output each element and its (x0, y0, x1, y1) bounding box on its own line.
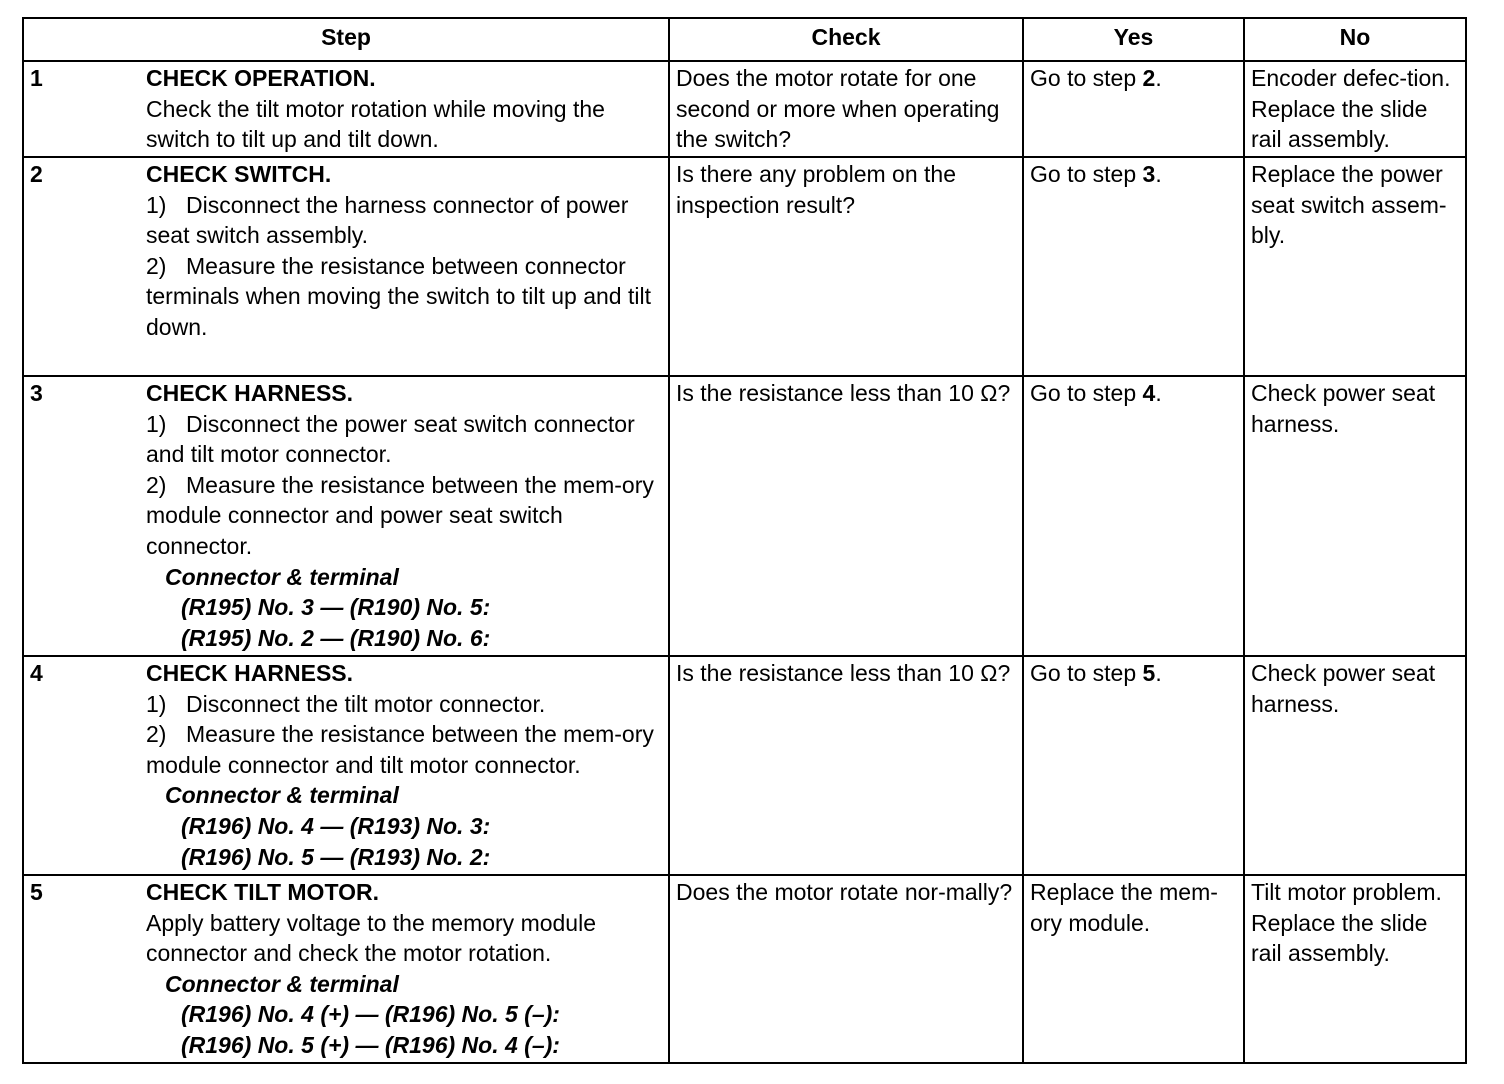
no-cell: Check power seat harness. (1244, 376, 1466, 656)
substep (146, 409, 664, 470)
yes-suffix: . (1155, 65, 1162, 91)
no-cell: Replace the power seat switch assem-bly. (1244, 157, 1466, 376)
yes-step: 2 (1142, 65, 1156, 91)
substep-text: Measure the resistance between the mem-ory module connector and tilt motor connector. (146, 721, 654, 778)
header-yes: Yes (1023, 18, 1244, 61)
substep (146, 190, 664, 251)
yes-cell: Replace the mem-ory module. (1023, 875, 1244, 1063)
table-row (23, 157, 1466, 376)
terminal-pair: (R195) No. 3 — (R190) No. 5: (181, 594, 491, 621)
step-number: 4 (30, 660, 43, 686)
table-row (23, 376, 1466, 656)
substep-number: 2) (146, 721, 167, 748)
connector-terminal-label: Connector & terminal (165, 782, 399, 809)
check-cell: Is there any problem on the inspection result? (669, 157, 1023, 376)
substep (146, 689, 664, 720)
step-cell (23, 61, 669, 157)
yes-step: 4 (1142, 380, 1156, 406)
substep-text: Disconnect the harness connector of power seat switch assembly. (146, 191, 629, 249)
step-title: CHECK HARNESS. (146, 380, 354, 406)
step-cell (23, 157, 669, 376)
yes-prefix: Go to step (1030, 380, 1143, 406)
substep-text: Measure the resistance between connector terminals when moving the switch to tilt up and tilt down. (146, 252, 651, 340)
step-title: CHECK TILT MOTOR. (146, 879, 379, 905)
step-text: Check the tilt motor rotation while moving the switch to tilt up and tilt down. (146, 95, 605, 153)
step-cell (23, 656, 669, 875)
step-title: CHECK HARNESS. (146, 660, 354, 686)
check-cell: Does the motor rotate for one second or more when operating the switch? (669, 61, 1023, 157)
terminal-pair: (R196) No. 4 — (R193) No. 3: (181, 812, 491, 839)
step-text: Apply battery voltage to the memory module connector and check the motor rotation. (146, 909, 597, 967)
step-cell (23, 875, 669, 1063)
yes-step: 5 (1142, 660, 1156, 686)
terminal-pair: (R196) No. 5 — (R193) No. 2: (181, 843, 491, 870)
substep-number: 1) (146, 690, 167, 717)
substep (146, 719, 664, 780)
substep-number: 1) (146, 410, 167, 437)
substep-number: 2) (146, 252, 167, 279)
no-cell: Tilt motor problem. Replace the slide rail assembly. (1244, 875, 1466, 1063)
header-check: Check (669, 18, 1023, 61)
table-row (23, 875, 1466, 1063)
substep-number: 2) (146, 471, 167, 498)
diagnostic-table (22, 17, 1467, 1064)
substep (146, 251, 664, 343)
header-step: Step (23, 18, 669, 61)
connector-terminal-label: Connector & terminal (165, 563, 399, 590)
substep-text: Disconnect the power seat switch connector and tilt motor connector. (146, 410, 635, 468)
check-cell: Does the motor rotate nor-mally? (669, 875, 1023, 1063)
yes-step: 3 (1142, 161, 1156, 187)
terminal-pair: (R195) No. 2 — (R190) No. 6: (181, 624, 491, 651)
header-row (23, 18, 1466, 61)
terminal-pair: (R196) No. 4 (+) — (R196) No. 5 (–): (181, 1001, 560, 1028)
yes-suffix: . (1155, 660, 1162, 686)
yes-prefix: Go to step (1030, 65, 1143, 91)
yes-cell (1023, 61, 1244, 157)
step-number: 1 (30, 65, 43, 91)
step-number: 3 (30, 380, 43, 406)
step-title: CHECK SWITCH. (146, 161, 332, 187)
connector-terminal-label: Connector & terminal (165, 970, 399, 997)
step-title: CHECK OPERATION. (146, 65, 376, 91)
substep (146, 470, 664, 562)
no-cell: Check power seat harness. (1244, 656, 1466, 875)
header-no: No (1244, 18, 1466, 61)
terminal-pair: (R196) No. 5 (+) — (R196) No. 4 (–): (181, 1031, 560, 1058)
yes-prefix: Go to step (1030, 161, 1143, 187)
table-row (23, 656, 1466, 875)
substep-number: 1) (146, 191, 167, 218)
step-cell (23, 376, 669, 656)
yes-cell (1023, 656, 1244, 875)
yes-prefix: Go to step (1030, 660, 1143, 686)
step-number: 2 (30, 161, 43, 187)
check-cell: Is the resistance less than 10 Ω? (669, 656, 1023, 875)
yes-cell (1023, 376, 1244, 656)
yes-suffix: . (1155, 161, 1162, 187)
table-row (23, 61, 1466, 157)
yes-suffix: . (1155, 380, 1162, 406)
step-number: 5 (30, 879, 43, 905)
yes-cell (1023, 157, 1244, 376)
check-cell: Is the resistance less than 10 Ω? (669, 376, 1023, 656)
no-cell: Encoder defec-tion. Replace the slide rail assembly. (1244, 61, 1466, 157)
substep-text: Disconnect the tilt motor connector. (186, 690, 546, 717)
substep-text: Measure the resistance between the mem-ory module connector and power seat switch connector. (146, 471, 654, 559)
